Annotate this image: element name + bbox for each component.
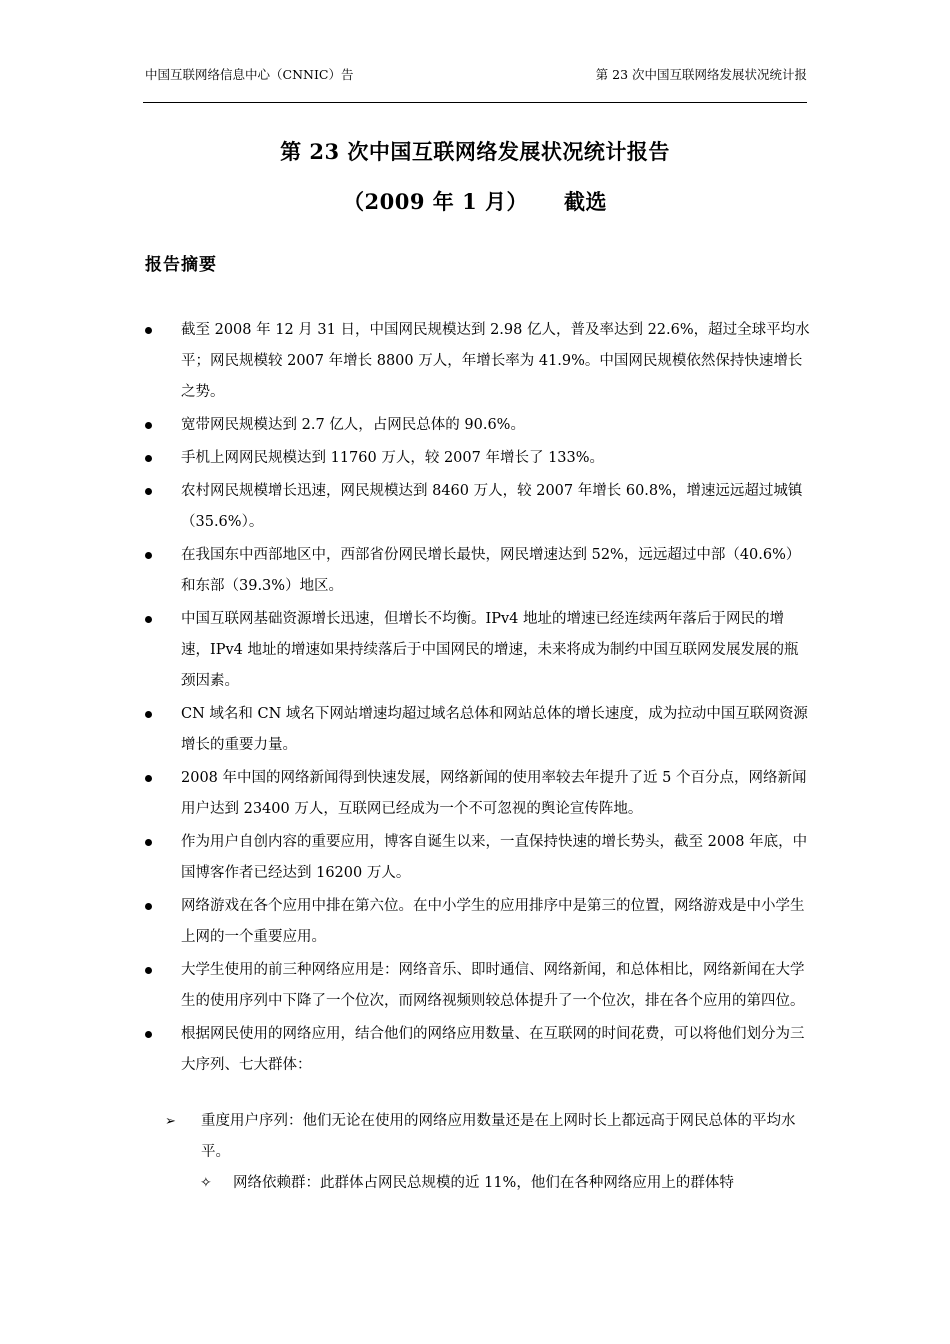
list-item bbox=[145, 891, 810, 953]
list-item bbox=[145, 410, 810, 441]
list-item bbox=[145, 827, 810, 889]
summary-list bbox=[145, 315, 810, 1083]
list-item-text: 截至 2008 年 12 月 31 日，中国网民规模达到 2.98 亿人，普及率达到 22.6%，超过全球平均水平；网民规模较 2007 年增长 8800 万人，年增长率为 41.9%。中国网民规模依然保持快速增长之势。 bbox=[181, 322, 810, 400]
arrow-bullet-icon: ➢ bbox=[165, 1114, 176, 1129]
list-item-text: 网络游戏在各个应用中排在第六位。在中小学生的应用排序中是第三的位置，网络游戏是中小学生上网的一个重要应用。 bbox=[181, 898, 805, 945]
sub-list-item bbox=[165, 1106, 810, 1168]
list-item bbox=[145, 604, 810, 697]
list-item-text: CN 域名和 CN 域名下网站增速均超过域名总体和网站总体的增长速度，成为拉动中国互联网资源增长的重要力量。 bbox=[181, 706, 808, 753]
list-item bbox=[145, 763, 810, 825]
list-item-text: 在我国东中西部地区中，西部省份网民增长最快，网民增速达到 52%，远远超过中部（40.6%）和东部（39.3%）地区。 bbox=[181, 547, 801, 594]
header-left: 中国互联网络信息中心（CNNIC）告 bbox=[145, 67, 354, 82]
bullet-icon bbox=[145, 455, 152, 462]
header-right: 第 23 次中国互联网络发展状况统计报 bbox=[595, 67, 807, 82]
bullet-icon bbox=[145, 775, 152, 782]
sub-sub-list-item bbox=[200, 1168, 810, 1199]
diamond-bullet-icon: ✧ bbox=[200, 1175, 212, 1191]
bullet-icon bbox=[145, 616, 152, 623]
list-item bbox=[145, 315, 810, 408]
list-item-text: 农村网民规模增长迅速，网民规模达到 8460 万人，较 2007 年增长 60.8%，增速远远超过城镇（35.6%）。 bbox=[181, 483, 803, 530]
list-item bbox=[145, 443, 810, 474]
sub-list bbox=[165, 1106, 810, 1168]
subtitle-suffix: 截选 bbox=[564, 189, 607, 214]
header-rule bbox=[143, 102, 807, 103]
bullet-icon bbox=[145, 903, 152, 910]
bullet-icon bbox=[145, 967, 152, 974]
list-item bbox=[145, 1019, 810, 1081]
sub-list-item-text: 重度用户序列：他们无论在使用的网络应用数量还是在上网时长上都远高于网民总体的平均水平。 bbox=[201, 1113, 796, 1160]
list-item-text: 作为用户自创内容的重要应用，博客自诞生以来，一直保持快速的增长势头，截至 2008 年底，中国博客作者已经达到 16200 万人。 bbox=[181, 834, 808, 881]
list-item-text: 宽带网民规模达到 2.7 亿人，占网民总体的 90.6%。 bbox=[181, 417, 525, 433]
subtitle-date: （2009 年 1 月） bbox=[343, 189, 528, 214]
bullet-icon bbox=[145, 422, 152, 429]
list-item-text: 根据网民使用的网络应用，结合他们的网络应用数量、在互联网的时间花费，可以将他们划分为三大序列、七大群体： bbox=[181, 1026, 805, 1073]
list-item bbox=[145, 540, 810, 602]
list-item bbox=[145, 476, 810, 538]
list-item-text: 中国互联网基础资源增长迅速，但增长不均衡。IPv4 地址的增速已经连续两年落后于网民的增速，IPv4 地址的增速如果持续落后于中国网民的增速，未来将成为制约中国互联网发展发展的瓶颈因素。 bbox=[181, 611, 799, 689]
sub-sub-list bbox=[200, 1168, 810, 1199]
bullet-icon bbox=[145, 1031, 152, 1038]
section-heading: 报告摘要 bbox=[145, 255, 217, 275]
list-item-text: 大学生使用的前三种网络应用是：网络音乐、即时通信、网络新闻，和总体相比，网络新闻在大学生的使用序列中下降了一个位次，而网络视频则较总体提升了一个位次，排在各个应用的第四位。 bbox=[181, 962, 805, 1009]
bullet-icon bbox=[145, 327, 152, 334]
sub-sub-list-item-text: 网络依赖群：此群体占网民总规模的近 11%，他们在各种网络应用上的群体特 bbox=[233, 1175, 734, 1191]
document-title: 第 23 次中国互联网络发展状况统计报告 bbox=[280, 139, 670, 164]
bullet-icon bbox=[145, 839, 152, 846]
list-item bbox=[145, 699, 810, 761]
list-item-text: 2008 年中国的网络新闻得到快速发展，网络新闻的使用率较去年提升了近 5 个百分点，网络新闻用户达到 23400 万人，互联网已经成为一个不可忽视的舆论宣传阵地。 bbox=[181, 770, 807, 817]
list-item-text: 手机上网网民规模达到 11760 万人，较 2007 年增长了 133%。 bbox=[181, 450, 605, 466]
bullet-icon bbox=[145, 552, 152, 559]
bullet-icon bbox=[145, 488, 152, 495]
list-item bbox=[145, 955, 810, 1017]
bullet-icon bbox=[145, 711, 152, 718]
document-subtitle bbox=[0, 186, 950, 216]
